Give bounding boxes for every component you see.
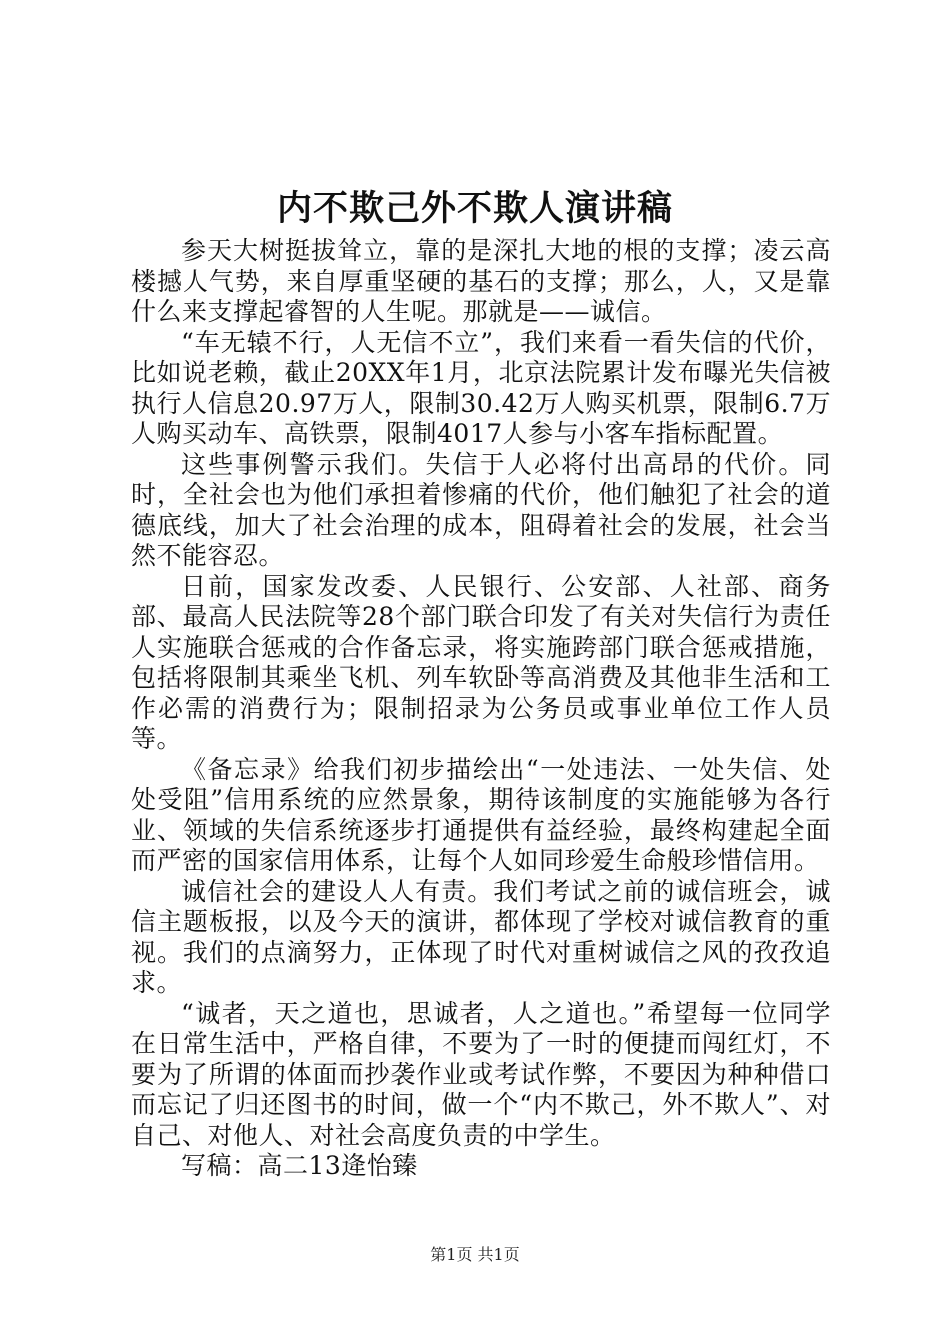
page-indicator: 第1页 共1页 xyxy=(430,1245,520,1264)
paragraph-3: 这些事例警示我们。失信于人必将付出高昂的代价。同时，全社会也为他们承担着惨痛的代价，他们触犯了社会的道德底线，加大了社会治理的成本，阻碍着社会的发展，社会当然不能容忍。 xyxy=(131,449,831,570)
document-body xyxy=(131,236,831,1182)
paragraph-7: “诚者，天之道也，思诚者，人之道也。”希望每一位同学在日常生活中，严格自律，不要为了一时的便捷而闯红灯，不要为了所谓的体面而抄袭作业或考试作弊，不要因为种种借口而忘记了归还图书的时间，做一个“内不欺己，外不欺人”、对自己、对他人、对社会高度负责的中学生。 xyxy=(131,998,831,1150)
document-title: 内不欺己外不欺人演讲稿 xyxy=(276,188,673,229)
paragraph-2: “车无辕不行，人无信不立”，我们来看一看失信的代价，比如说老赖，截止20XX年1月，北京法院累计发布曝光失信被执行人信息20.97万人，限制30.42万人购买机票，限制6.7万人购买动车、高铁票，限制4017人参与小客车指标配置。 xyxy=(131,327,831,448)
paragraph-1: 参天大树挺拔耸立，靠的是深扎大地的根的支撑；凌云高楼撼人气势，来自厚重坚硬的基石的支撑；那么，人，又是靠什么来支撑起睿智的人生呢。那就是——诚信。 xyxy=(131,236,831,326)
author-byline: 写稿：高二13逄怡臻 xyxy=(181,1151,418,1180)
paragraph-4: 日前，国家发改委、人民银行、公安部、人社部、商务部、最高人民法院等28个部门联合印发了有关对失信行为责任人实施联合惩戒的合作备忘录，将实施跨部门联合惩戒措施，包括将限制其乘坐飞机、列车软卧等高消费及其他非生活和工作必需的消费行为；限制招录为公务员或事业单位工作人员等。 xyxy=(131,571,831,753)
page-footer xyxy=(0,1243,950,1267)
paragraph-6: 诚信社会的建设人人有责。我们考试之前的诚信班会，诚信主题板报，以及今天的演讲，都体现了学校对诚信教育的重视。我们的点滴努力，正体现了时代对重树诚信之风的孜孜追求。 xyxy=(131,876,831,997)
paragraph-5: 《备忘录》给我们初步描绘出“一处违法、一处失信、处处受阻”信用系统的应然景象，期待该制度的实施能够为各行业、领域的失信系统逐步打通提供有益经验，最终构建起全面而严密的国家信用体系，让每个人如同珍爱生命般珍惜信用。 xyxy=(131,754,831,875)
